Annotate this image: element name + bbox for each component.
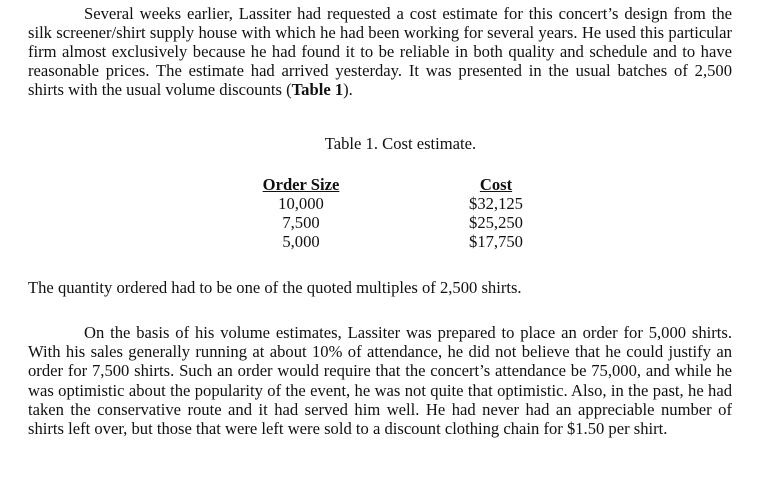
paragraph-quantity-rule: The quantity ordered had to be one of the quoted multiples of 2,500 shirts. [28,278,522,297]
paragraph-text-start: Several weeks earlier, Lassiter had requested a cost estimate for this concert’s design from the silk screener/shirt supply house with which he had been working for several years. He used this particular firm almost exclusively because he had found it to be reliable in both quality and schedule and to have reasonable prices. The estimate had arrived yesterday. It was presented in the usual batches of 2,500 shirts with the usual volume discounts ( [28,4,732,99]
document-page [28,4,732,439]
paragraph-cost-estimate [28,4,732,99]
cost-cell: $32,125 [469,194,523,213]
cost-estimate-table [246,175,551,251]
table-caption: Table 1. Cost estimate. [324,134,477,153]
cost-cell: $17,750 [469,232,523,251]
table-row [246,232,551,251]
header-cost: Cost [479,175,513,194]
cost-cell: $25,250 [469,213,523,232]
table-reference: Table 1 [291,80,344,99]
table-header-row [246,175,551,194]
paragraph-text-end: ). [343,80,353,99]
table-row [246,213,551,232]
header-order-size: Order Size [262,175,340,194]
order-size-cell: 5,000 [282,232,320,251]
order-size-cell: 7,500 [282,213,320,232]
paragraph-order-decision: On the basis of his volume estimates, Lassiter was prepared to place an order for 5,000 shirts. With his sales generally running at about 10% of attendance, he did not believe that he could justify an order for 7,500 shirts. Such an order would require that the concert’s attendance be 75,000, and while he was optimistic about the popularity of the event, he was not quite that optimistic. Also, in the past, he had taken the conservative route and it had served him well. He had never had an appreciable number of shirts left over, but those that were left were sold to a discount clothing chain for $1.50 per shirt. [28,323,732,439]
table-row [246,194,551,213]
order-size-cell: 10,000 [278,194,324,213]
